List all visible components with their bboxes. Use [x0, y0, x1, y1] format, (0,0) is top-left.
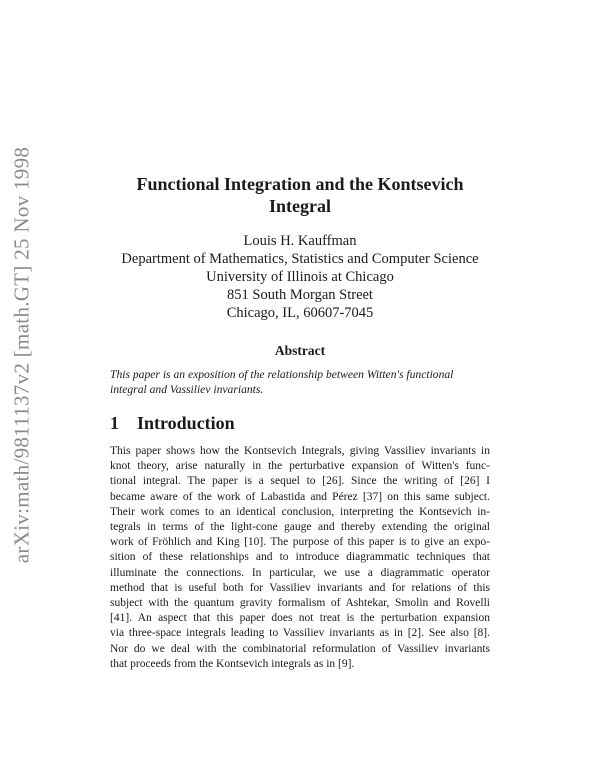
- abstract-line: integral and Vassiliev invariants.: [110, 383, 264, 396]
- body-line: method that is useful both for Vassiliev invariants and for relations of this: [110, 581, 490, 594]
- abstract-line: This paper is an exposition of the relationship between Witten's functional: [110, 368, 454, 381]
- abstract-text: [110, 367, 490, 397]
- title-line: Functional Integration and the Kontsevich: [136, 174, 464, 194]
- arxiv-identifier: arXiv:math/9811137v2 [math.GT] 25 Nov 1998: [9, 146, 34, 564]
- affiliation-line: Chicago, IL, 60607-7045: [226, 305, 374, 321]
- body-line: tegrals in terms of the light-cone gauge and thereby extending the original: [110, 521, 490, 534]
- body-line: tional integral. The paper is a sequel to [26]. Since the writing of [26] I: [110, 475, 490, 488]
- body-line: illuminate the connections. In particular, we use a diagrammatic operator: [110, 566, 490, 579]
- body-line: Their work comes to an identical conclusion, interpreting the Kontsevich in-: [110, 505, 490, 518]
- title-line: Integral: [269, 196, 331, 216]
- body-line: [41]. An aspect that this paper does not treat is the perturbation expansion: [110, 612, 490, 625]
- abstract-heading: Abstract: [274, 343, 326, 358]
- paper-title: [110, 173, 490, 217]
- section-body: [110, 444, 490, 672]
- affiliation-line: University of Illinois at Chicago: [206, 269, 394, 285]
- author-block: [100, 232, 500, 322]
- body-line: that proceeds from the Kontsevich integrals as in [9].: [110, 657, 355, 670]
- section-heading: [110, 413, 235, 434]
- section-title: Introduction: [137, 413, 235, 433]
- author-name: Louis H. Kauffman: [243, 233, 357, 249]
- body-line: This paper shows how the Kontsevich Integrals, giving Vassiliev invariants in: [110, 445, 490, 457]
- affiliation-line: Department of Mathematics, Statistics and Computer Science: [121, 251, 479, 267]
- body-line: via three-space integrals leading to Vassiliev invariants as in [2]. See also [8].: [110, 627, 490, 640]
- body-line: subject with the quantum gravity formalism of Ashtekar, Smolin and Rovelli: [110, 597, 490, 610]
- body-line: became aware of the work of Labastida and Pérez [37] on this same subject.: [110, 490, 490, 503]
- section-number: 1: [110, 413, 119, 433]
- body-line: knot theory, arise naturally in the perturbative expansion of Witten's func-: [110, 460, 490, 473]
- arxiv-identifier-margin: [0, 146, 44, 564]
- body-line: work of Fröhlich and King [10]. The purpose of this paper is to give an expo-: [110, 536, 490, 549]
- affiliation-line: 851 South Morgan Street: [227, 287, 373, 303]
- body-line: sition of these relationships and to introduce diagrammatic techniques that: [110, 551, 490, 564]
- body-line: Nor do we deal with the combinatorial reformulation of Vassiliev invariants: [110, 642, 490, 655]
